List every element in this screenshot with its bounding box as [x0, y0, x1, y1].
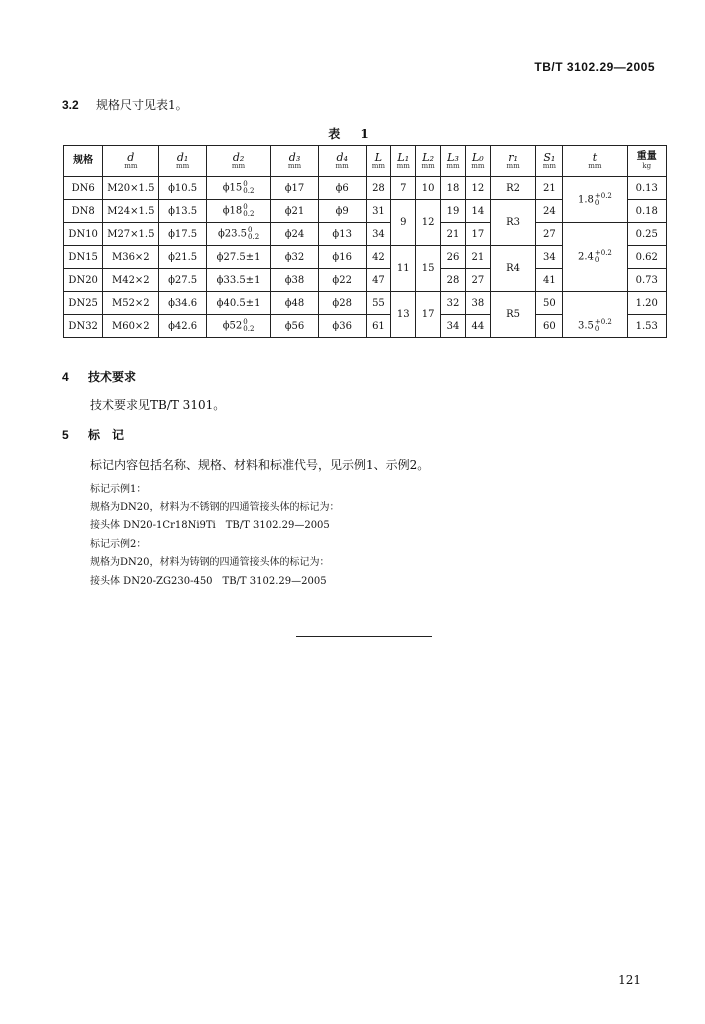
cell-d3: ϕ38 — [271, 269, 319, 292]
cell-L0: 21 — [465, 246, 490, 269]
cell-d2: ϕ52 0 0.2 — [206, 315, 270, 338]
cell-L2: 15 — [416, 246, 441, 292]
cell-L3: 34 — [441, 315, 466, 338]
d2-tolerance: 0 0.2 — [243, 180, 255, 195]
cell-L0: 27 — [465, 269, 490, 292]
table-header — [64, 146, 667, 177]
cell-L3: 18 — [441, 177, 466, 200]
section-number: 3.2 — [62, 98, 79, 112]
cell-L3: 28 — [441, 269, 466, 292]
col-header-L: L mm — [366, 146, 391, 177]
section-text: 规格尺寸见表1。 — [96, 98, 188, 112]
col-header-L1: L₁ mm — [391, 146, 416, 177]
cell-d: M27×1.5 — [103, 223, 159, 246]
section-4-heading — [62, 368, 136, 385]
cell-L: 61 — [366, 315, 391, 338]
cell-d3: ϕ32 — [271, 246, 319, 269]
cell-L3: 32 — [441, 292, 466, 315]
example-1-desc: 规格为DN20，材料为不锈钢的四通管接头体的标记为： — [90, 502, 340, 513]
cell-d2: ϕ23.5 0 0.2 — [206, 223, 270, 246]
cell-L0: 12 — [465, 177, 490, 200]
cell-L0: 38 — [465, 292, 490, 315]
d2-tolerance: 0 0.2 — [248, 226, 260, 241]
example-2-label: 标记示例2： — [90, 539, 147, 550]
cell-d: M20×1.5 — [103, 177, 159, 200]
cell-d3: ϕ17 — [271, 177, 319, 200]
cell-L0: 14 — [465, 200, 490, 223]
section-3-2 — [62, 96, 188, 113]
cell-L: 34 — [366, 223, 391, 246]
cell-d4: ϕ6 — [318, 177, 366, 200]
section-number: 4 — [62, 370, 69, 384]
cell-S1: 24 — [536, 200, 563, 223]
cell-d: M52×2 — [103, 292, 159, 315]
cell-d2: ϕ33.5±1 — [206, 269, 270, 292]
col-header-r1: r₁ mm — [490, 146, 536, 177]
cell-d1: ϕ21.5 — [159, 246, 207, 269]
standard-code: TB/T 3102.29—2005 — [534, 60, 655, 74]
cell-d3: ϕ56 — [271, 315, 319, 338]
d2-tolerance: 0 0.2 — [243, 318, 255, 333]
cell-d4: ϕ13 — [318, 223, 366, 246]
spec-table — [63, 145, 667, 338]
cell-d1: ϕ17.5 — [159, 223, 207, 246]
cell-mass: 0.25 — [627, 223, 666, 246]
cell-L3: 21 — [441, 223, 466, 246]
col-header-S1: S₁ mm — [536, 146, 563, 177]
cell-r1: R2 — [490, 177, 536, 200]
cell-mass: 0.18 — [627, 200, 666, 223]
col-header-L2: L₂ mm — [416, 146, 441, 177]
cell-r1: R5 — [490, 292, 536, 338]
cell-d: M36×2 — [103, 246, 159, 269]
cell-mass: 1.20 — [627, 292, 666, 315]
cell-spec: DN20 — [64, 269, 103, 292]
cell-S1: 50 — [536, 292, 563, 315]
example-1-label: 标记示例1： — [90, 484, 147, 495]
cell-L1: 13 — [391, 292, 416, 338]
table-row — [64, 177, 667, 200]
end-rule — [296, 636, 432, 637]
cell-d: M24×1.5 — [103, 200, 159, 223]
cell-d2: ϕ15 0 0.2 — [206, 177, 270, 200]
cell-r1: R4 — [490, 246, 536, 292]
cell-d4: ϕ28 — [318, 292, 366, 315]
cell-spec: DN8 — [64, 200, 103, 223]
cell-d2: ϕ18 0 0.2 — [206, 200, 270, 223]
t-tolerance: +0.2 0 — [594, 191, 612, 207]
t-tolerance: +0.2 0 — [594, 317, 612, 333]
cell-L: 42 — [366, 246, 391, 269]
cell-mass: 0.62 — [627, 246, 666, 269]
cell-L: 55 — [366, 292, 391, 315]
cell-t: 3.5 +0.2 0 — [563, 315, 627, 338]
cell-spec: DN10 — [64, 223, 103, 246]
cell-d3: ϕ21 — [271, 200, 319, 223]
cell-d4: ϕ22 — [318, 269, 366, 292]
cell-d3: ϕ24 — [271, 223, 319, 246]
example-2-desc: 规格为DN20，材料为铸钢的四通管接头体的标记为： — [90, 557, 330, 568]
cell-mass: 1.53 — [627, 315, 666, 338]
cell-r1: R3 — [490, 200, 536, 246]
cell-d1: ϕ34.6 — [159, 292, 207, 315]
cell-d4: ϕ36 — [318, 315, 366, 338]
cell-spec: DN32 — [64, 315, 103, 338]
cell-d3: ϕ48 — [271, 292, 319, 315]
cell-mass: 0.13 — [627, 177, 666, 200]
col-header-d3: d₃ mm — [271, 146, 319, 177]
col-header-t: t mm — [563, 146, 627, 177]
cell-t: 2.4 +0.2 0 — [563, 223, 627, 292]
example-1-mark: 接头体 DN20-1Cr18Ni9Ti TB/T 3102.29—2005 — [90, 520, 330, 531]
table-row — [64, 223, 667, 246]
cell-t: 1.8 +0.2 0 — [563, 177, 627, 223]
page-number: 121 — [618, 973, 641, 987]
col-header-L0: L₀ mm — [465, 146, 490, 177]
cell-L: 31 — [366, 200, 391, 223]
t-tolerance: +0.2 0 — [594, 249, 612, 264]
cell-L: 28 — [366, 177, 391, 200]
section-5-body: 标记内容包括名称、规格、材料和标准代号，见示例1、示例2。 — [90, 458, 430, 472]
cell-L0: 17 — [465, 223, 490, 246]
cell-spec: DN6 — [64, 177, 103, 200]
example-2-mark: 接头体 DN20-ZG230-450 TB/T 3102.29—2005 — [90, 576, 327, 587]
cell-L3: 19 — [441, 200, 466, 223]
col-header-mass: 重量 kg — [627, 146, 666, 177]
cell-d1: ϕ27.5 — [159, 269, 207, 292]
cell-L2: 10 — [416, 177, 441, 200]
col-header-L3: L₃ mm — [441, 146, 466, 177]
cell-S1: 21 — [536, 177, 563, 200]
cell-mass: 0.73 — [627, 269, 666, 292]
cell-L1: 9 — [391, 200, 416, 246]
section-title: 标 记 — [88, 428, 125, 442]
cell-S1: 41 — [536, 269, 563, 292]
cell-d1: ϕ10.5 — [159, 177, 207, 200]
cell-L: 47 — [366, 269, 391, 292]
d2-tolerance: 0 0.2 — [243, 203, 255, 218]
cell-spec: DN15 — [64, 246, 103, 269]
cell-L3: 26 — [441, 246, 466, 269]
cell-d2: ϕ27.5±1 — [206, 246, 270, 269]
section-number: 5 — [62, 428, 69, 442]
cell-S1: 60 — [536, 315, 563, 338]
col-header-d: d mm — [103, 146, 159, 177]
cell-L2: 17 — [416, 292, 441, 338]
section-4-body: 技术要求见TB/T 3101。 — [90, 398, 226, 412]
cell-d2: ϕ40.5±1 — [206, 292, 270, 315]
col-header-spec: 规格 — [64, 146, 103, 177]
cell-d1: ϕ42.6 — [159, 315, 207, 338]
table-row — [64, 315, 667, 338]
cell-d: M42×2 — [103, 269, 159, 292]
cell-d: M60×2 — [103, 315, 159, 338]
section-5-heading — [62, 426, 124, 443]
section-title: 技术要求 — [88, 370, 137, 384]
cell-L1: 7 — [391, 177, 416, 200]
cell-d4: ϕ16 — [318, 246, 366, 269]
col-header-d4: d₄ mm — [318, 146, 366, 177]
col-header-d1: d₁ mm — [159, 146, 207, 177]
cell-d4: ϕ9 — [318, 200, 366, 223]
table-row — [64, 292, 667, 315]
cell-S1: 34 — [536, 246, 563, 269]
cell-L0: 44 — [465, 315, 490, 338]
col-header-d2: d₂ mm — [206, 146, 270, 177]
cell-d1: ϕ13.5 — [159, 200, 207, 223]
cell-S1: 27 — [536, 223, 563, 246]
cell-L1: 11 — [391, 246, 416, 292]
cell-t-empty — [563, 292, 627, 315]
cell-L2: 12 — [416, 200, 441, 246]
table-caption: 表 1 — [328, 127, 377, 141]
cell-spec: DN25 — [64, 292, 103, 315]
